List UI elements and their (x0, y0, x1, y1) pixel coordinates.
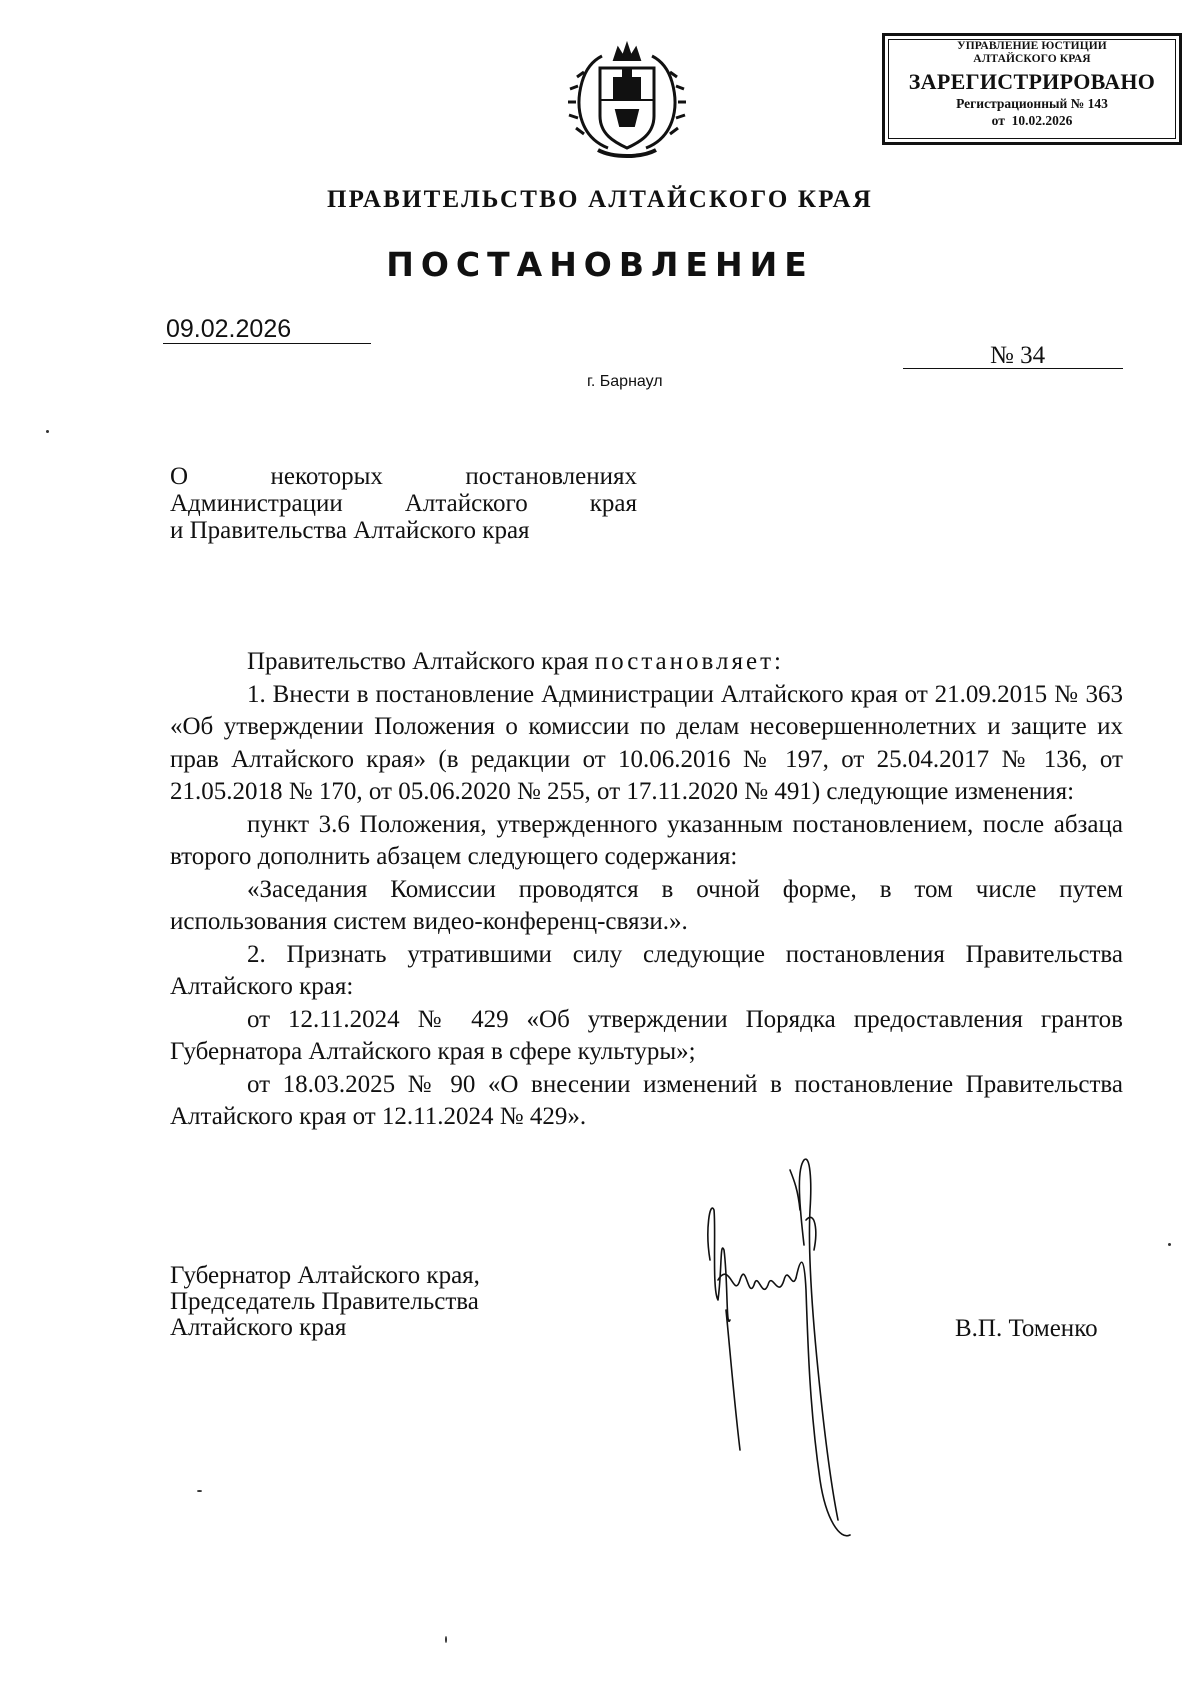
city-label: г. Барнаул (587, 373, 663, 390)
subject-line-3: и Правительства Алтайского края (170, 517, 530, 544)
stamp-registered: ЗАРЕГИСТРИРОВАНО (908, 69, 1156, 94)
registration-stamp (882, 33, 1182, 145)
document-type: ПОСТАНОВЛЕНИЕ (386, 245, 814, 284)
signatory-title-line1: Губернатор Алтайского края, (170, 1262, 480, 1289)
body-paragraph-5: от 12.11.2024 № 429 «Об утверждении Порядка предоставления грантов Губернатора Алтайского края в сфере культуры»; (170, 1005, 1123, 1065)
stamp-inner-border (888, 39, 1176, 139)
body-paragraph-4: 2. Признать утратившими силу следующие постановления Правительства Алтайского края: (170, 940, 1123, 1000)
intro-resolves: постановляет (594, 648, 774, 675)
document-body (170, 646, 1123, 1134)
signatory-name: В.П. Томенко (955, 1315, 1098, 1342)
document-date: 09.02.2026 (166, 315, 292, 343)
intro-prefix: Правительство Алтайского края (247, 648, 595, 675)
stamp-reg-number: Регистрационный № 143 (956, 96, 1108, 111)
signatory-title-line3: Алтайского края (170, 1314, 347, 1341)
signatory-title (170, 1263, 480, 1341)
government-title: ПРАВИТЕЛЬСТВО АЛТАЙСКОГО КРАЯ (326, 186, 874, 213)
number-underline (903, 368, 1123, 369)
body-paragraph-2: пункт 3.6 Положения, утвержденного указанным постановлением, после абзаца второго дополнить абзацем следующего содержания: (170, 810, 1123, 870)
stamp-org-line1: УПРАВЛЕНИЕ ЮСТИЦИИ (957, 40, 1107, 52)
stamp-org-line2: АЛТАЙСКОГО КРАЯ (973, 53, 1091, 65)
date-underline (163, 343, 371, 344)
subject-line-1: О некоторых постановлениях (170, 463, 637, 490)
body-paragraph-3: «Заседания Комиссии проводятся в очной форме, в том числе путем использования систем видео-конференц-связи.». (170, 875, 1123, 935)
scan-speck (197, 1490, 202, 1492)
body-paragraph-1: 1. Внести в постановление Администрации Алтайского края от 21.09.2015 № 363 «Об утверждении Положения о комиссии по делам несовершеннолетних и защите их прав Алтайского края» (в редакции от 10.06.2016 № 197, от 25.04.2017 № 136, от 21.05.2018 № 170, от 05.06.2020 № 255, от 17.11.2020 № 491) следующие изменения: (170, 680, 1123, 805)
body-paragraph-6: от 18.03.2025 № 90 «О внесении изменений в постановление Правительства Алтайского края от 12.11.2024 № 429». (170, 1070, 1123, 1130)
scan-speck (445, 1636, 447, 1643)
document-number: № 34 (990, 342, 1046, 369)
coat-of-arms-emblem (568, 38, 686, 166)
signatory-title-line2: Председатель Правительства (170, 1288, 479, 1315)
handwritten-signature (700, 1150, 900, 1540)
intro-suffix: : (774, 648, 781, 675)
stamp-reg-date: от 10.02.2026 (991, 113, 1073, 128)
body-intro (170, 646, 1123, 679)
subject-line-2: Администрации Алтайского края (170, 490, 637, 517)
scan-speck (46, 430, 49, 433)
scan-speck (1168, 1243, 1171, 1246)
